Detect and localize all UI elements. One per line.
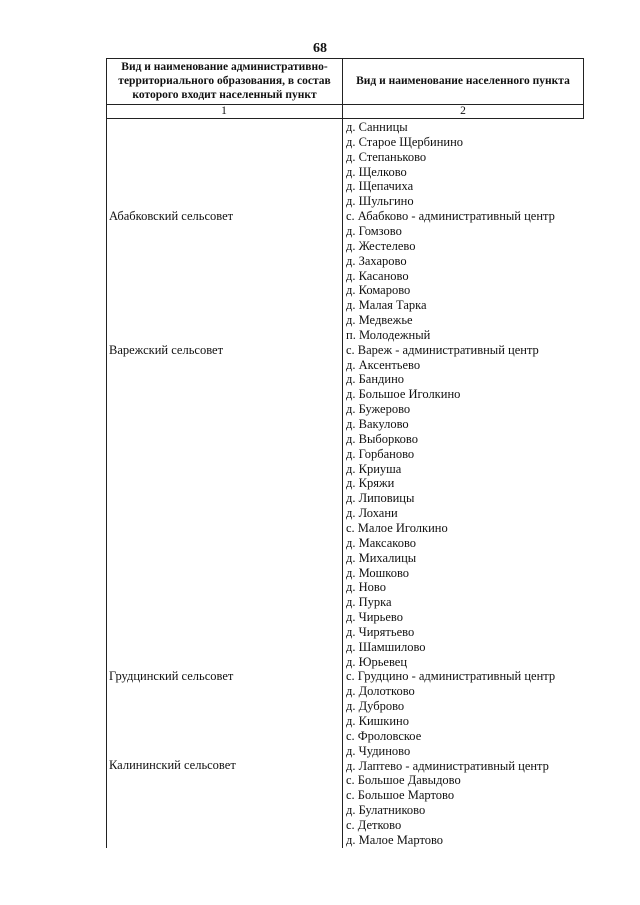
settlement-item: д. Шульгино bbox=[346, 194, 414, 209]
settlement-item: с. Малое Иголкино bbox=[346, 520, 448, 535]
settlement-item: д. Касаново bbox=[346, 268, 409, 283]
settlement-item: д. Михалицы bbox=[346, 550, 417, 565]
settlement-item: д. Кряжи bbox=[346, 476, 395, 491]
settlement-item: д. Булатниково bbox=[346, 803, 426, 818]
settlement-item: д. Лохани bbox=[346, 506, 398, 521]
settlement-item: с. Детково bbox=[346, 817, 402, 832]
settlement-item: д. Медвежье bbox=[346, 313, 413, 328]
settlement-item: д. Гомзово bbox=[346, 223, 402, 238]
settlement-item: д. Комарово bbox=[346, 283, 411, 298]
settlement-item: д. Чирьево bbox=[346, 610, 403, 625]
settlement-item: д. Жестелево bbox=[346, 238, 416, 253]
settlement-item: с. Грудцино - административный центр bbox=[346, 669, 556, 684]
settlement-item: д. Дуброво bbox=[346, 699, 405, 714]
table-border-right bbox=[583, 58, 584, 118]
settlement-item: п. Молодежный bbox=[346, 327, 431, 342]
district-name: Варежский сельсовет bbox=[109, 343, 224, 357]
settlement-item: д. Вакулово bbox=[346, 417, 409, 431]
settlement-item: д. Липовицы bbox=[346, 491, 415, 506]
settlement-item: д. Бандино bbox=[346, 372, 405, 387]
settlement-item: д. Захарово bbox=[346, 253, 407, 268]
settlement-item: д. Старое Щербинино bbox=[346, 134, 464, 149]
settlement-item: с. Большое Мартово bbox=[346, 788, 455, 803]
column-number-divider bbox=[106, 118, 584, 119]
settlement-item: д. Малое Мартово bbox=[346, 832, 444, 847]
settlement-item: д. Чирятьево bbox=[346, 624, 415, 639]
settlement-item: д. Максаково bbox=[346, 535, 417, 550]
settlements-table bbox=[106, 58, 584, 848]
settlement-item: д. Щелково bbox=[346, 164, 407, 179]
settlement-item: д. Шамшилово bbox=[346, 639, 426, 654]
settlement-item: д. Ново bbox=[346, 580, 386, 595]
page-number: 68 bbox=[313, 41, 327, 56]
settlement-item: д. Лаптево - административный центр bbox=[346, 758, 549, 773]
table-border-left bbox=[106, 58, 107, 848]
district-name: Абабковский сельсовет bbox=[109, 209, 234, 223]
settlement-item: д. Санницы bbox=[346, 120, 408, 134]
settlement-item: д. Долотково bbox=[346, 684, 415, 699]
settlement-item: д. Выборково bbox=[346, 431, 418, 446]
settlement-item: д. Малая Тарка bbox=[346, 298, 427, 313]
settlement-item: с. Фроловское bbox=[346, 728, 422, 743]
column-2-number: 2 bbox=[460, 105, 466, 117]
settlement-item: д. Чудиново bbox=[346, 743, 411, 758]
settlement-item: д. Криуша bbox=[346, 461, 402, 476]
settlement-item: с. Большое Давыдово bbox=[346, 773, 461, 788]
settlement-item: д. Горбаново bbox=[346, 446, 415, 461]
settlement-item: с. Вареж - административный центр bbox=[346, 342, 539, 357]
settlement-item: д. Мошково bbox=[346, 565, 410, 580]
column-1-header: Вид и наименование административно-территориального образования, в состав которого входит населенный пункт bbox=[118, 61, 331, 101]
settlement-item: д. Щепачиха bbox=[346, 179, 414, 194]
district-name: Грудцинский сельсовет bbox=[109, 669, 234, 683]
settlement-item: д. Юрьевец bbox=[346, 654, 408, 669]
column-divider bbox=[342, 58, 343, 848]
settlement-item: д. Пурка bbox=[346, 595, 392, 610]
settlement-item: д. Бужерово bbox=[346, 402, 411, 417]
settlement-item: д. Степаньково bbox=[346, 149, 427, 164]
settlement-item: д. Кишкино bbox=[346, 714, 409, 728]
district-name: Калининский сельсовет bbox=[109, 758, 236, 772]
settlement-item: д. Аксентьево bbox=[346, 357, 421, 372]
column-1-number: 1 bbox=[221, 105, 227, 117]
column-2-header: Вид и наименование населенного пункта bbox=[356, 75, 570, 87]
settlement-item: с. Абабково - административный центр bbox=[346, 209, 555, 224]
settlement-item: д. Большое Иголкино bbox=[346, 387, 461, 402]
